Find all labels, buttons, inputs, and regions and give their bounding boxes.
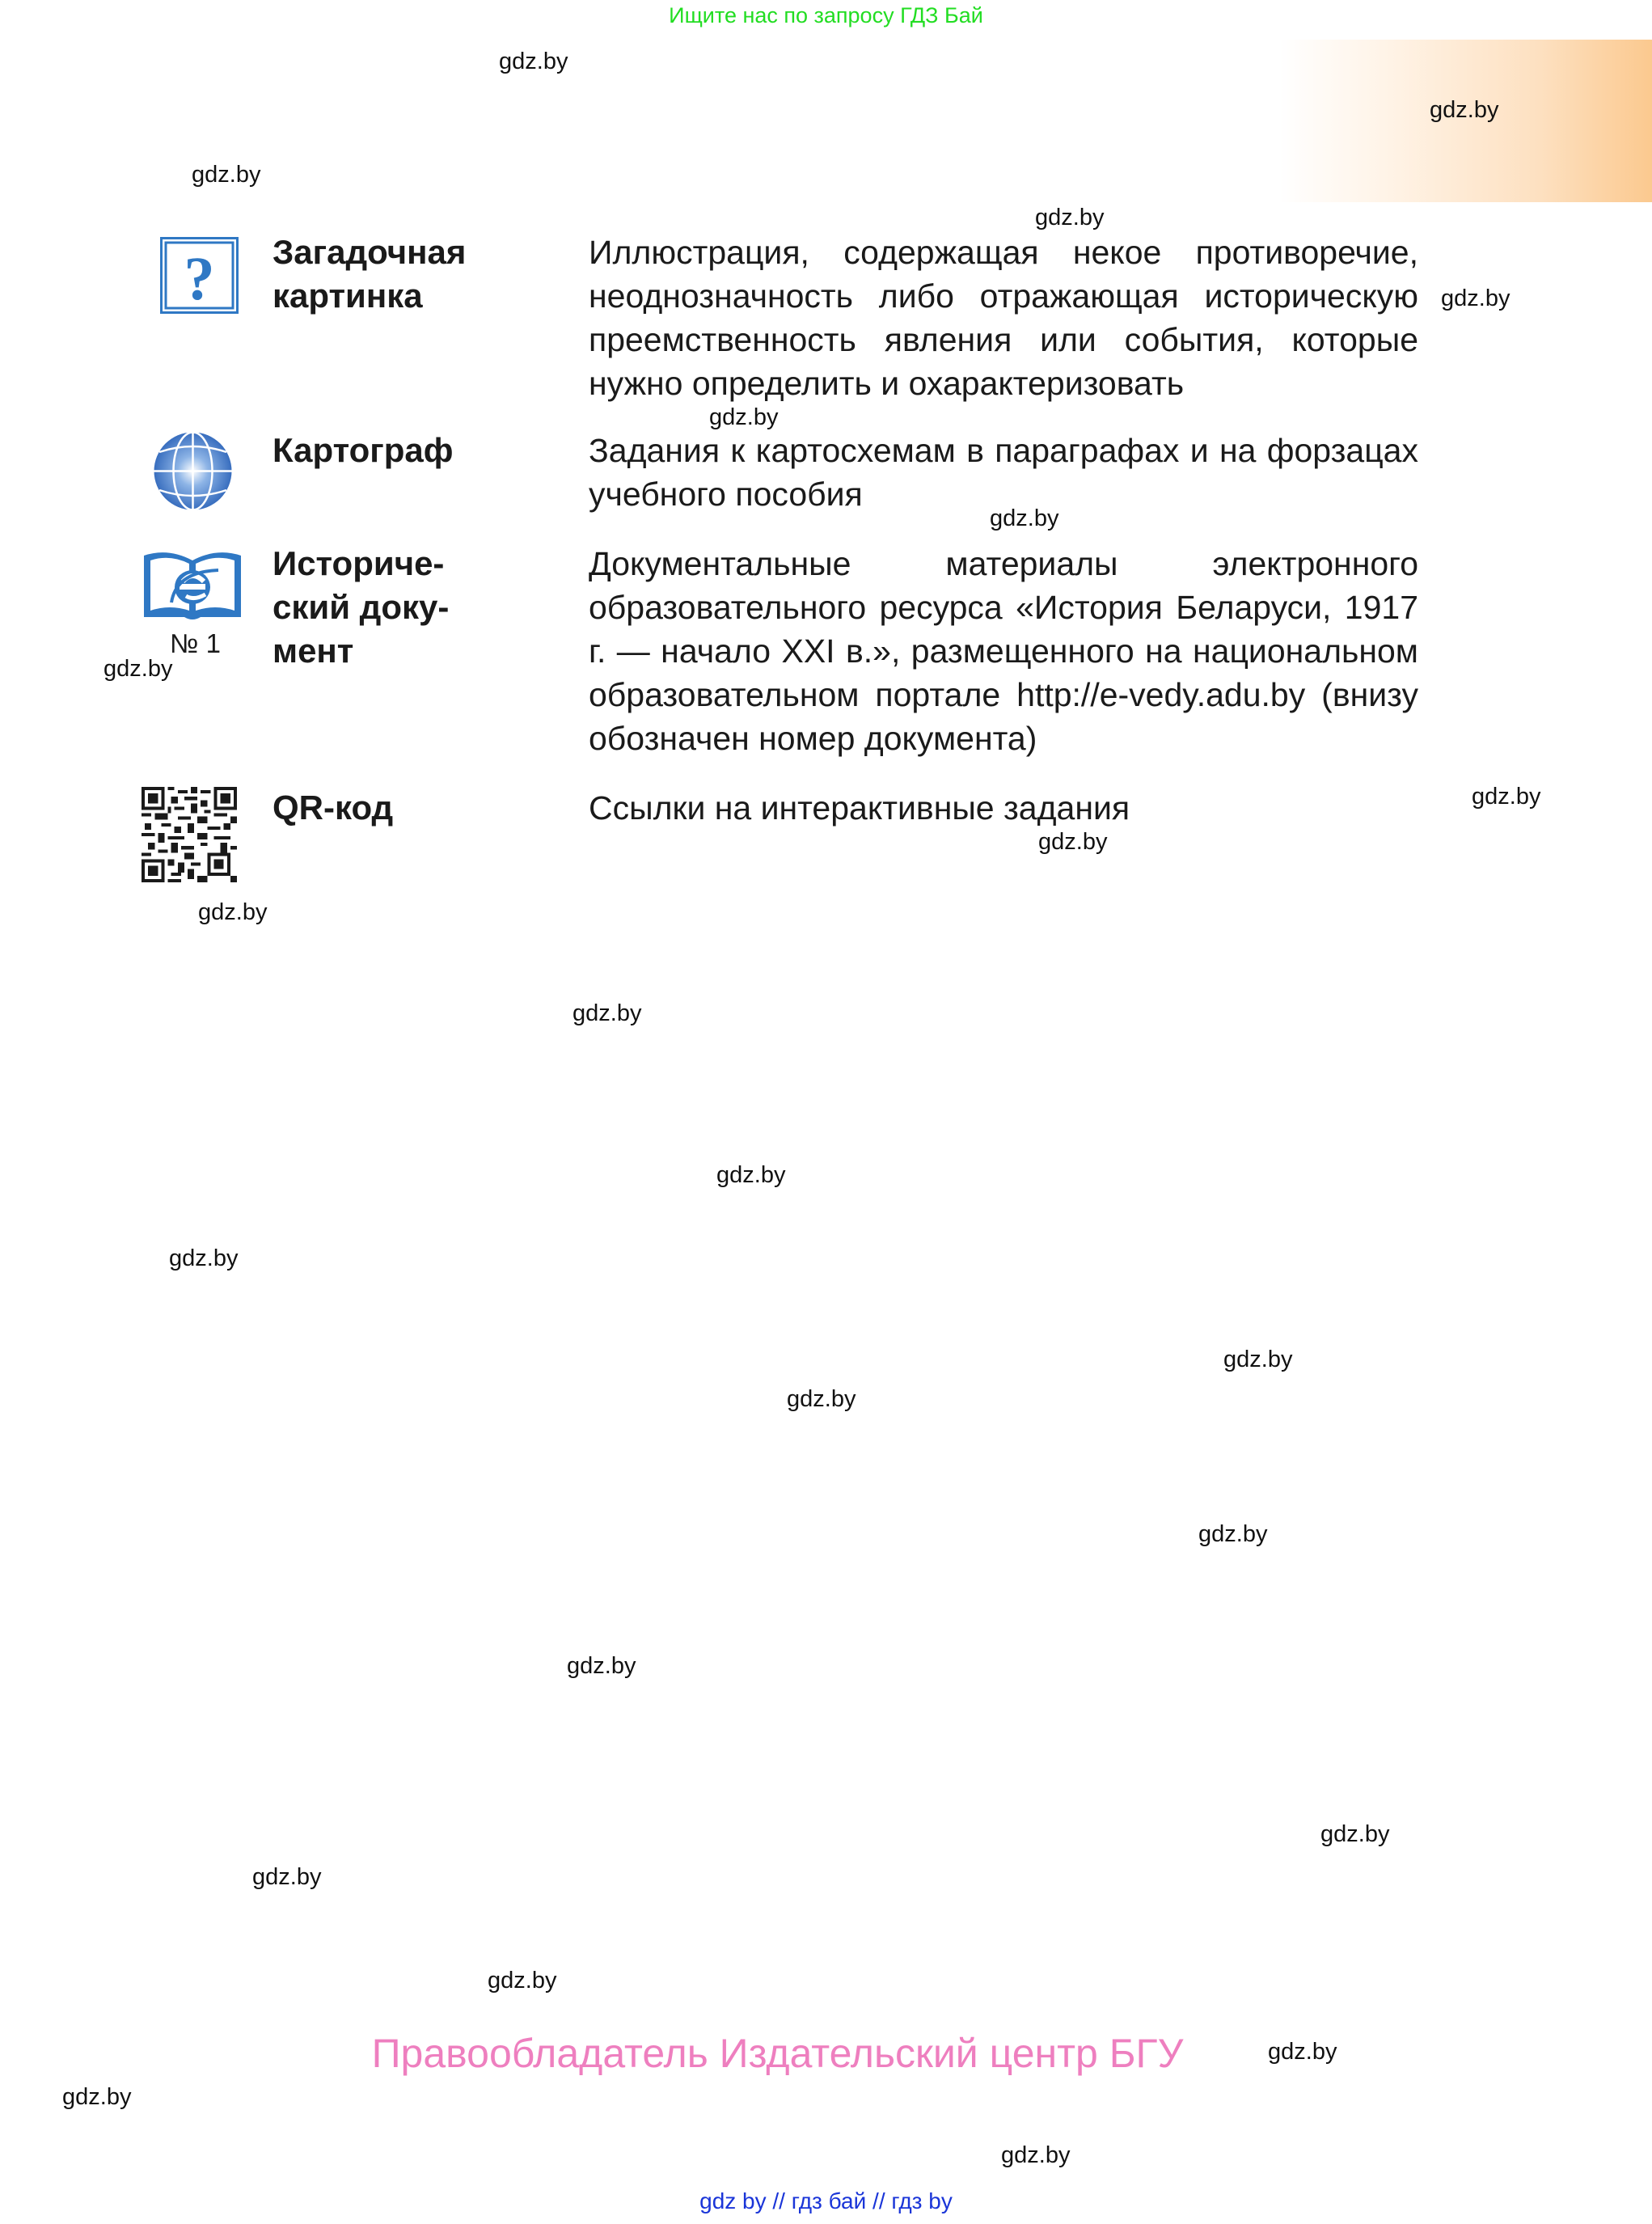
watermark: gdz.by [1472, 784, 1541, 810]
watermark: gdz.by [567, 1653, 636, 1679]
qr-code-icon [142, 787, 237, 882]
watermark: gdz.by [169, 1245, 239, 1271]
footer-links[interactable]: gdz by // гдз бай // гдз by [699, 2188, 953, 2213]
row-title-qr-code: QR-код [273, 789, 394, 827]
open-book-e-icon [141, 549, 244, 626]
watermark: gdz.by [198, 899, 268, 925]
watermark: gdz.by [192, 162, 261, 188]
copyright-text: Правообладатель Издательский центр БГУ [371, 2031, 1184, 2076]
watermark: gdz.by [709, 404, 779, 430]
watermark: gdz.by [488, 1968, 557, 1994]
watermark: gdz.by [1430, 97, 1499, 123]
watermark: gdz.by [1198, 1521, 1268, 1547]
svg-text:?: ? [184, 245, 215, 313]
watermark: gdz.by [787, 1386, 856, 1412]
watermark: gdz.by [1035, 205, 1105, 230]
watermark: gdz.by [1223, 1347, 1293, 1372]
watermark: gdz.by [1320, 1821, 1390, 1847]
watermark: gdz.by [1268, 2039, 1337, 2065]
row-description-cartographer: Задания к картосхемам в параграфах и на форзацах учебного пособия [589, 432, 1418, 513]
watermark: gdz.by [62, 2084, 132, 2110]
row-description-mystery-picture: Иллюстрация, содержащая некое противоречие, неоднозначность либо отражающая историческую преемственность явления или события, которые нужно определить и охарактеризовать [589, 234, 1418, 402]
watermark: gdz.by [1441, 285, 1510, 311]
watermark: gdz.by [252, 1864, 322, 1890]
watermark: gdz.by [1038, 829, 1108, 855]
document-number-label: № 1 [170, 628, 221, 658]
row-title-historical-document: Историче- ский доку- мент [273, 544, 450, 670]
copyright-notice [0, 2030, 1652, 2077]
search-banner: Ищите нас по запросу ГДЗ Бай [669, 3, 983, 27]
watermark: gdz.by [499, 49, 568, 74]
globe-icon [153, 431, 233, 511]
row-description-historical-document: Документальные материалы электронного образовательного ресурса «История Беларуси, 1917 г. — начало XXI в.», размещенного на национальном образовательном портале http://e-vedy.adu.by (внизу обозначен номер документа) [589, 545, 1418, 757]
watermark: gdz.by [990, 505, 1059, 531]
watermark: gdz.by [716, 1162, 786, 1188]
row-title-mystery-picture: Загадочная картинка [273, 233, 467, 315]
question-mark-icon [160, 237, 239, 314]
row-description-qr-code: Ссылки на интерактивные задания [589, 789, 1130, 827]
watermark: gdz.by [1001, 2142, 1071, 2168]
watermark: gdz.by [104, 656, 173, 682]
watermark: gdz.by [572, 1000, 642, 1026]
row-title-cartographer: Картограф [273, 431, 454, 469]
